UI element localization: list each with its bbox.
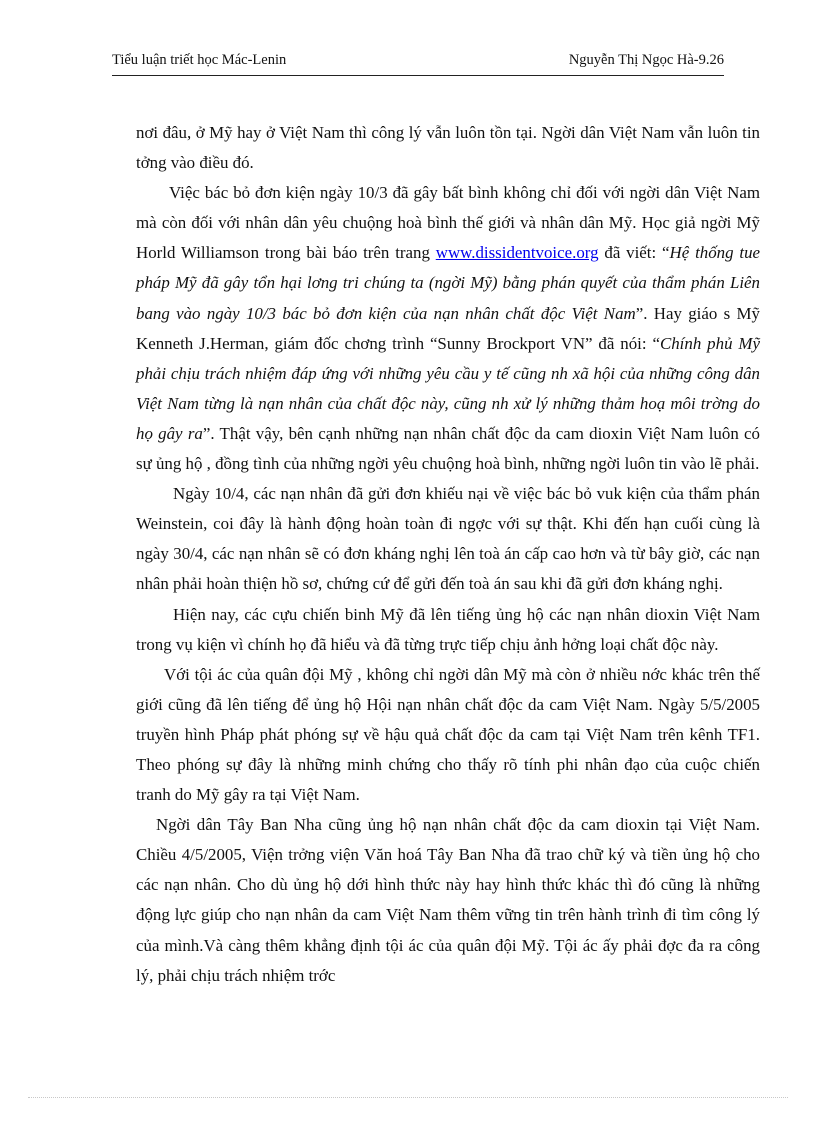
paragraph-3: Ngày 10/4, các nạn nhân đã gửi đơn khiếu nại về việc bác bỏ vuk kiện của thẩm phán Weinstein, coi đây là hành động hoàn toàn đi ngợc với sự thật. Khi đến hạn cuối cùng là ngày 30/4, các nạn nhân sẽ có đơn kháng nghị lên toà án cấp cao hơn và từ bây giờ, các nạn nhân phải hoàn thiện hồ sơ, chứng cứ để gửi đến toà án sau khi đã gửi đơn kháng nghị. [136, 484, 760, 594]
page-bottom-divider [28, 1097, 788, 1098]
header-divider [112, 75, 724, 76]
header-author: Nguyễn Thị Ngọc Hà-9.26 [568, 52, 724, 68]
paragraph-1: nơi đâu, ở Mỹ hay ở Việt Nam thì công lý vẫn luôn tồn tại. Ngời dân Việt Nam vẫn luôn tin tởng vào điều đó. [136, 123, 760, 173]
paragraph-2-text-c: ”. Hay giáo s Mỹ Kenneth J.Herman, giám đốc chơng trình “Sunny Brockport VN” đã nói: “ [136, 303, 760, 353]
dissidentvoice-link[interactable]: www.dissidentvoice.org [435, 243, 599, 263]
header-title: Tiểu luận triết học Mác-Lenin [112, 52, 287, 68]
herman-quote: Chính phủ Mỹ phải chịu trách nhiệm đáp ứng với những yêu cầu y tế cũng nh xã hội của những công dân Việt Nam từng là nạn nhân của chất độc này, cũng nh xử lý những thảm hoạ môi trờng do họ gây ra [136, 333, 760, 443]
paragraph-5: Với tội ác của quân đội Mỹ , không chỉ ngời dân Mỹ mà còn ở nhiều nớc khác trên thế giới cũng đã lên tiếng để ủng hộ Hội nạn nhân chất độc da cam Việt Nam. Ngày 5/5/2005 truyền hình Pháp phát phóng sự về hậu quả chất độc da cam tại Việt Nam trên kênh TF1. Theo phóng sự đây là những minh chứng cho thấy rõ tính phi nhân đạo của cuộc chiến tranh do Mỹ gây ra tại Việt Nam. [136, 664, 760, 805]
paragraph-2-text-b: đã viết: “ [598, 243, 670, 263]
page-header [112, 52, 724, 72]
paragraph-2-text-a: Việc bác bỏ đơn kiện ngày 10/3 đã gây bất bình không chỉ đối với ngời dân Việt Nam mà còn đối với nhân dân yêu chuộng hoà bình thế giới và nhân dân Mỹ. Học giả ngời Mỹ Horld Williamson trong bài báo trên trang [136, 183, 760, 263]
paragraph-6: Ngời dân Tây Ban Nha cũng ủng hộ nạn nhân chất độc da cam dioxin tại Việt Nam. Chiều 4/5/2005, Viện trởng viện Văn hoá Tây Ban Nha đã trao chữ ký và tiền ủng hộ cho các nạn nhân. Cho dù ủng hộ dới hình thức này hay hình thức khác thì đó cũng là những động lực giúp cho nạn nhân da cam Việt Nam thêm vững tin trên hành trình đi tìm công lý của mình.Và càng thêm khẳng định tội ác của quân đội Mỹ. Tội ác ấy phải đợc đa ra công lý, phải chịu trách nhiệm trớc [136, 815, 760, 985]
paragraph-4: Hiện nay, các cựu chiến binh Mỹ đã lên tiếng ủng hộ các nạn nhân dioxin Việt Nam trong vụ kiện vì chính họ đã hiểu và đã từng trực tiếp chịu ảnh hởng loại chất độc này. [136, 604, 760, 654]
paragraph-2-text-d: ”. Thật vậy, bên cạnh những nạn nhân chất độc da cam dioxin Việt Nam luôn có sự ủng hộ , đồng tình của những ngời yêu chuộng hoà bình, những ngời luôn tin vào lẽ phải. [136, 423, 760, 474]
williamson-quote: Hệ thống tue pháp Mỹ đã gây tổn hại lơng tri chúng ta (ngời Mỹ) bằng phán quyết của thẩm phán Liên bang vào ngày 10/3 bác bỏ đơn kiện của nạn nhân chất độc Việt Nam [136, 243, 761, 323]
paragraph-2 [136, 178, 760, 479]
document-body [136, 118, 760, 991]
